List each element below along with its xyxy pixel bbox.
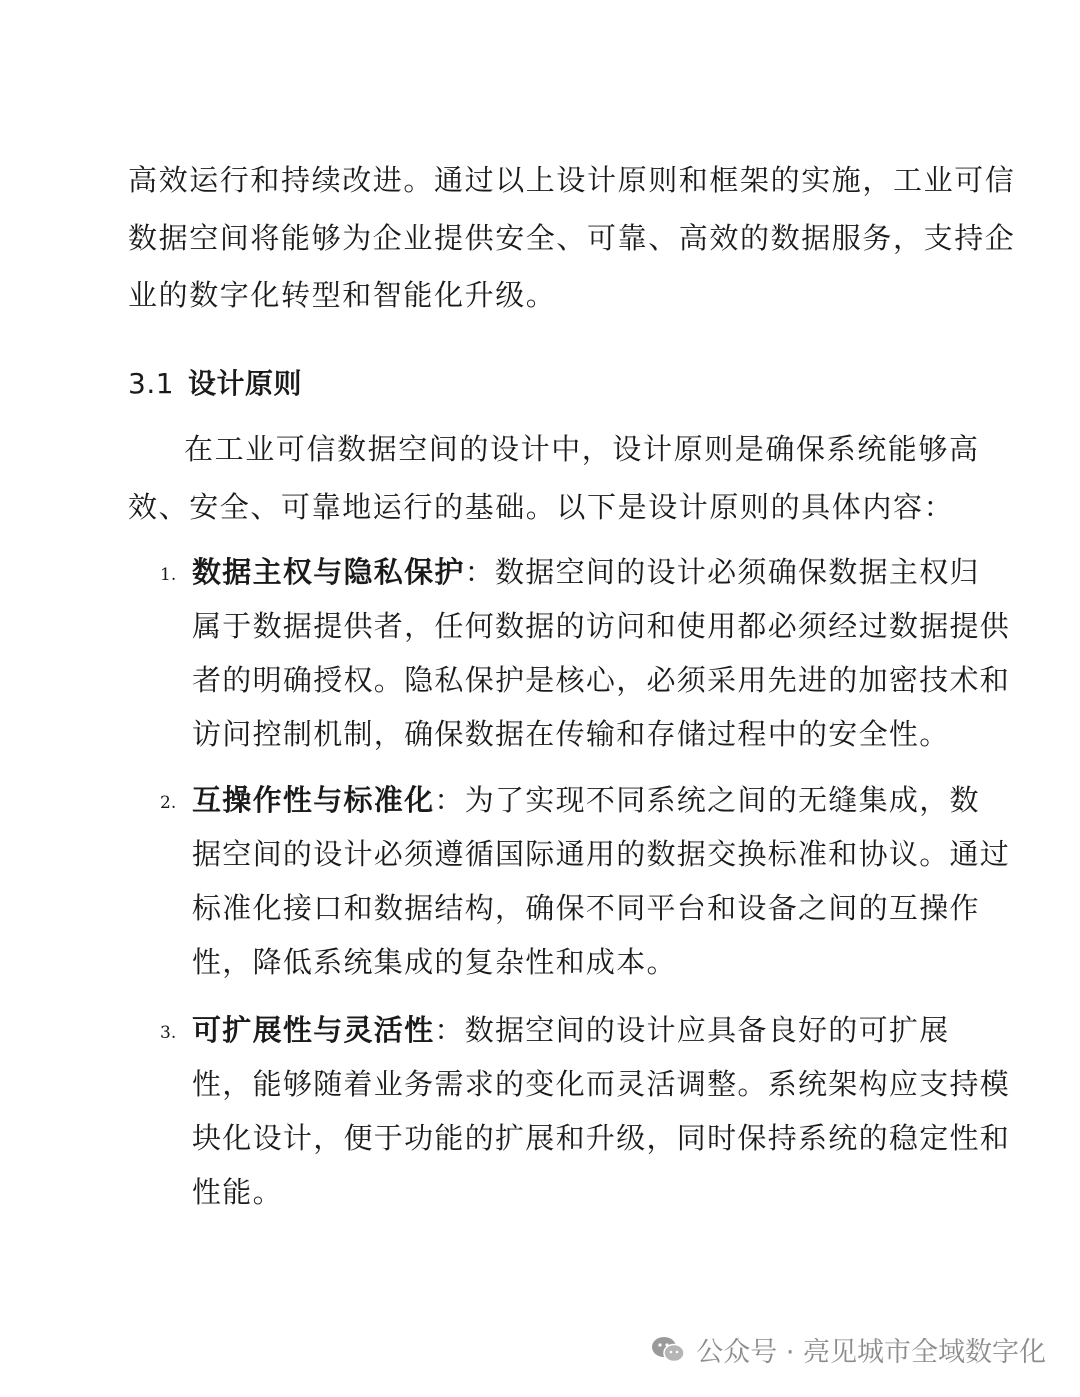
section-title: 设计原则 xyxy=(188,367,303,400)
watermark xyxy=(650,1330,1046,1369)
text-line: 属于数据提供者，任何数据的访问和使用都必须经过数据提供 xyxy=(192,609,1011,643)
text-line: 访问控制机制，确保数据在传输和存储过程中的安全性。 xyxy=(192,717,950,751)
watermark-text: 公众号 · 亮见城市全域数字化 xyxy=(696,1337,1046,1368)
list-marker: 3. xyxy=(160,1023,177,1043)
text-line: 在工业可信数据空间的设计中，设计原则是确保系统能够高 xyxy=(184,432,980,466)
intro-continuation xyxy=(128,152,1016,325)
text-line: 业的数字化转型和智能化升级。 xyxy=(128,278,557,312)
wechat-icon xyxy=(650,1335,686,1365)
item-lead: 可扩展性与灵活性 xyxy=(192,1013,435,1047)
section-heading xyxy=(128,362,302,402)
list-marker: 2. xyxy=(160,793,177,813)
text-line: 高效运行和持续改进。通过以上设计原则和框架的实施，工业可信 xyxy=(128,163,1016,197)
item-lead: 数据主权与隐私保护 xyxy=(192,555,465,589)
text-line: ：为了实现不同系统之间的无缝集成，数 xyxy=(434,783,980,817)
text-line: 标准化接口和数据结构，确保不同平台和设备之间的互操作 xyxy=(192,891,980,925)
text-line: 效、安全、可靠地运行的基础。以下是设计原则的具体内容： xyxy=(128,489,955,524)
text-line: 性能。 xyxy=(192,1175,283,1209)
section-intro xyxy=(128,421,980,536)
text-line: 者的明确授权。隐私保护是核心，必须采用先进的加密技术和 xyxy=(192,663,1011,697)
text-line: 块化设计，便于功能的扩展和升级，同时保持系统的稳定性和 xyxy=(192,1121,1011,1155)
item-lead: 互操作性与标准化 xyxy=(192,783,435,817)
text-line: ：数据空间的设计应具备良好的可扩展 xyxy=(434,1013,950,1047)
list-marker: 1. xyxy=(160,565,177,585)
text-line: 数据空间将能够为企业提供安全、可靠、高效的数据服务，支持企 xyxy=(128,220,1016,255)
section-number: 3.1 xyxy=(128,367,175,400)
text-line: 据空间的设计必须遵循国际通用的数据交换标准和协议。通过 xyxy=(192,837,1011,871)
text-line: 性，降低系统集成的复杂性和成本。 xyxy=(192,945,677,979)
text-line: ：数据空间的设计必须确保数据主权归 xyxy=(464,555,980,589)
text-line: 性，能够随着业务需求的变化而灵活调整。系统架构应支持模 xyxy=(192,1067,1011,1101)
